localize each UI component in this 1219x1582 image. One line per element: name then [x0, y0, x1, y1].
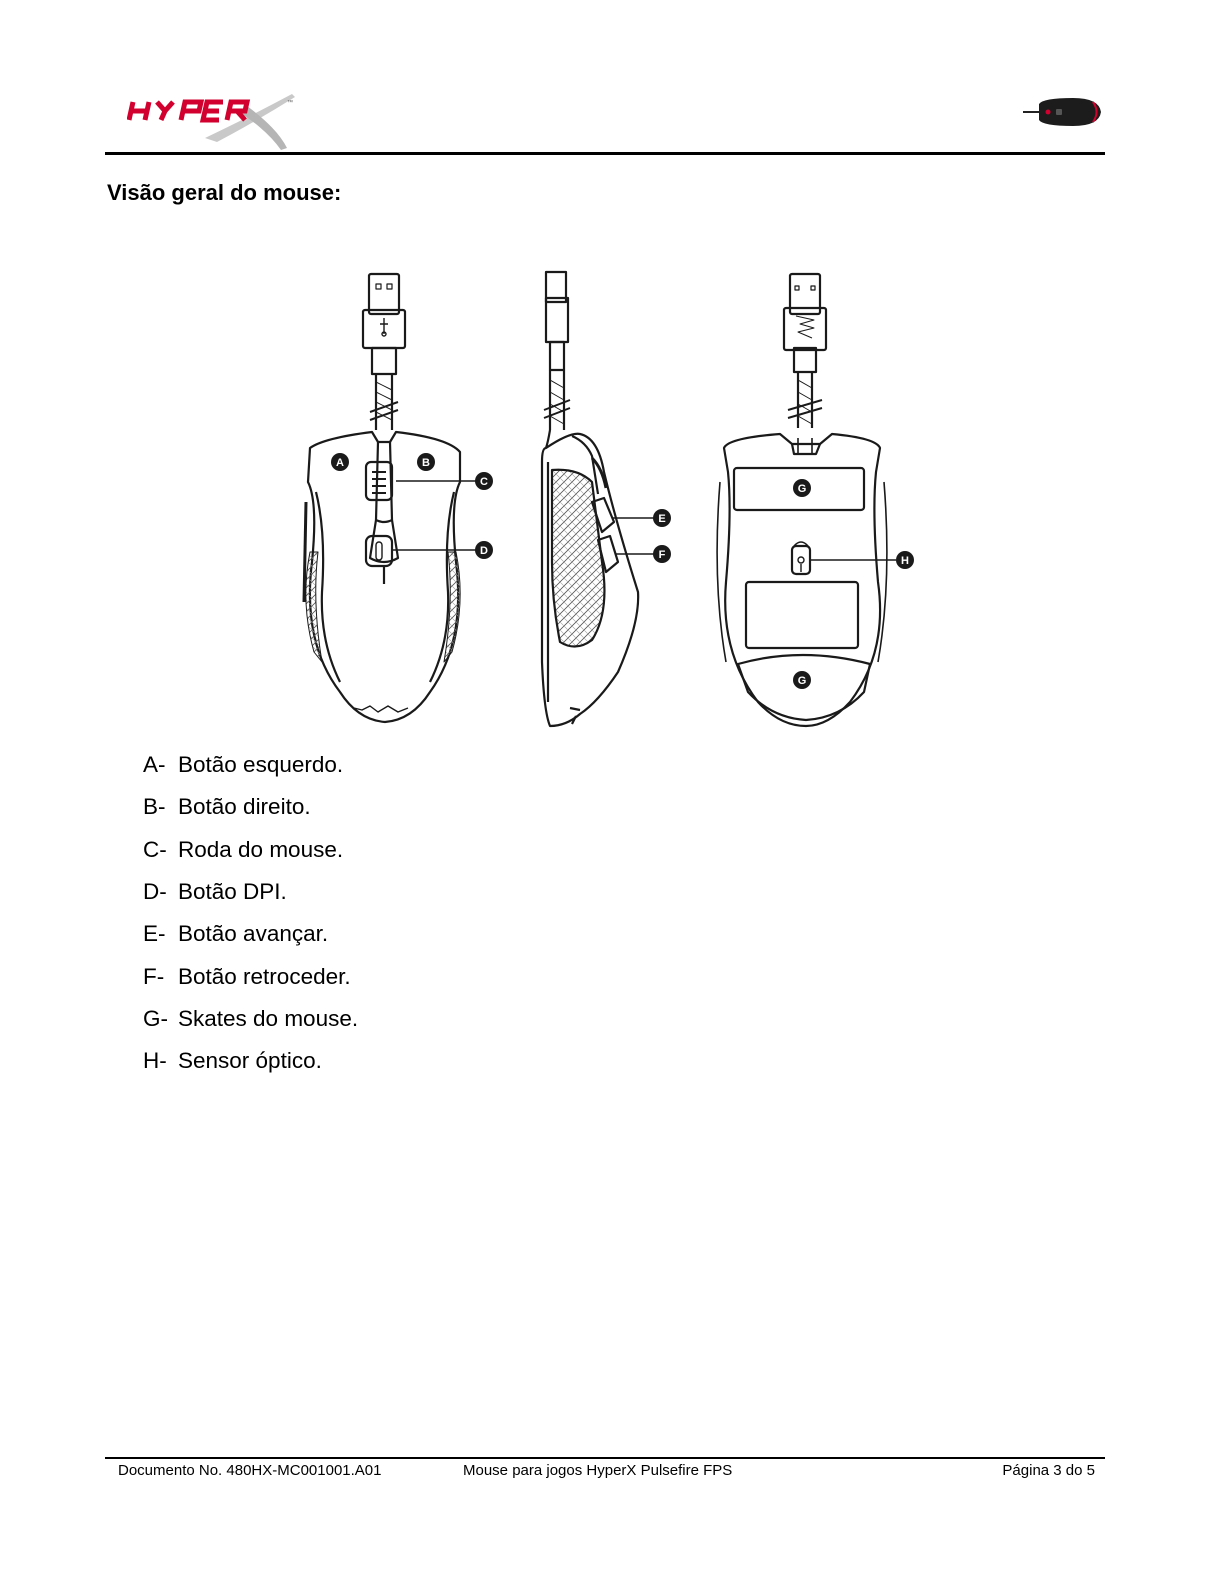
mouse-side-view	[542, 272, 638, 726]
footer-divider	[105, 1457, 1105, 1459]
callout-e	[653, 509, 671, 527]
header-divider	[105, 152, 1105, 155]
legend-item-c: C- Roda do mouse.	[143, 836, 344, 862]
hyperx-logo	[127, 88, 307, 152]
callout-d	[475, 541, 493, 559]
component-legend	[143, 744, 358, 1082]
mouse-bottom-view	[717, 274, 887, 726]
callout-f	[653, 545, 671, 563]
callout-h	[896, 551, 914, 569]
page-header	[105, 78, 1105, 154]
legend-item-e: E- Botão avançar.	[143, 921, 329, 947]
footer-product-name: Mouse para jogos HyperX Pulsefire FPS	[463, 1462, 733, 1479]
svg-text:C: C	[480, 476, 488, 488]
svg-text:G: G	[797, 675, 807, 687]
callout-a	[331, 453, 349, 471]
legend-item-a: A- Botão esquerdo.	[143, 752, 344, 778]
legend-item-d: D- Botão DPI.	[143, 879, 287, 905]
mouse-thumbnail-icon	[1023, 92, 1103, 132]
svg-text:H: H	[901, 555, 909, 567]
svg-text:B: B	[422, 457, 430, 469]
mouse-overview-diagram	[280, 262, 940, 732]
svg-text:G: G	[797, 483, 807, 495]
svg-text:D: D	[480, 545, 488, 557]
svg-text:A: A	[336, 457, 344, 469]
legend-item-g: G- Skates do mouse.	[143, 1005, 359, 1031]
footer-document-number: Documento No. 480HX-MC001001.A01	[118, 1462, 382, 1479]
section-title: Visão geral do mouse:	[107, 180, 342, 205]
svg-text:F: F	[658, 549, 666, 561]
mouse-top-view	[304, 274, 460, 722]
legend-item-b: B- Botão direito.	[143, 794, 311, 820]
callout-g-bottom	[793, 671, 811, 689]
callout-b	[417, 453, 435, 471]
legend-item-h: H- Sensor óptico.	[143, 1048, 322, 1074]
footer-page-number: Página 3 do 5	[1002, 1462, 1095, 1479]
legend-item-f: F- Botão retroceder.	[143, 963, 351, 989]
callout-g-top	[793, 479, 811, 497]
callout-c	[475, 472, 493, 490]
svg-text:E: E	[658, 513, 666, 525]
svg-text:™: ™	[287, 100, 293, 106]
